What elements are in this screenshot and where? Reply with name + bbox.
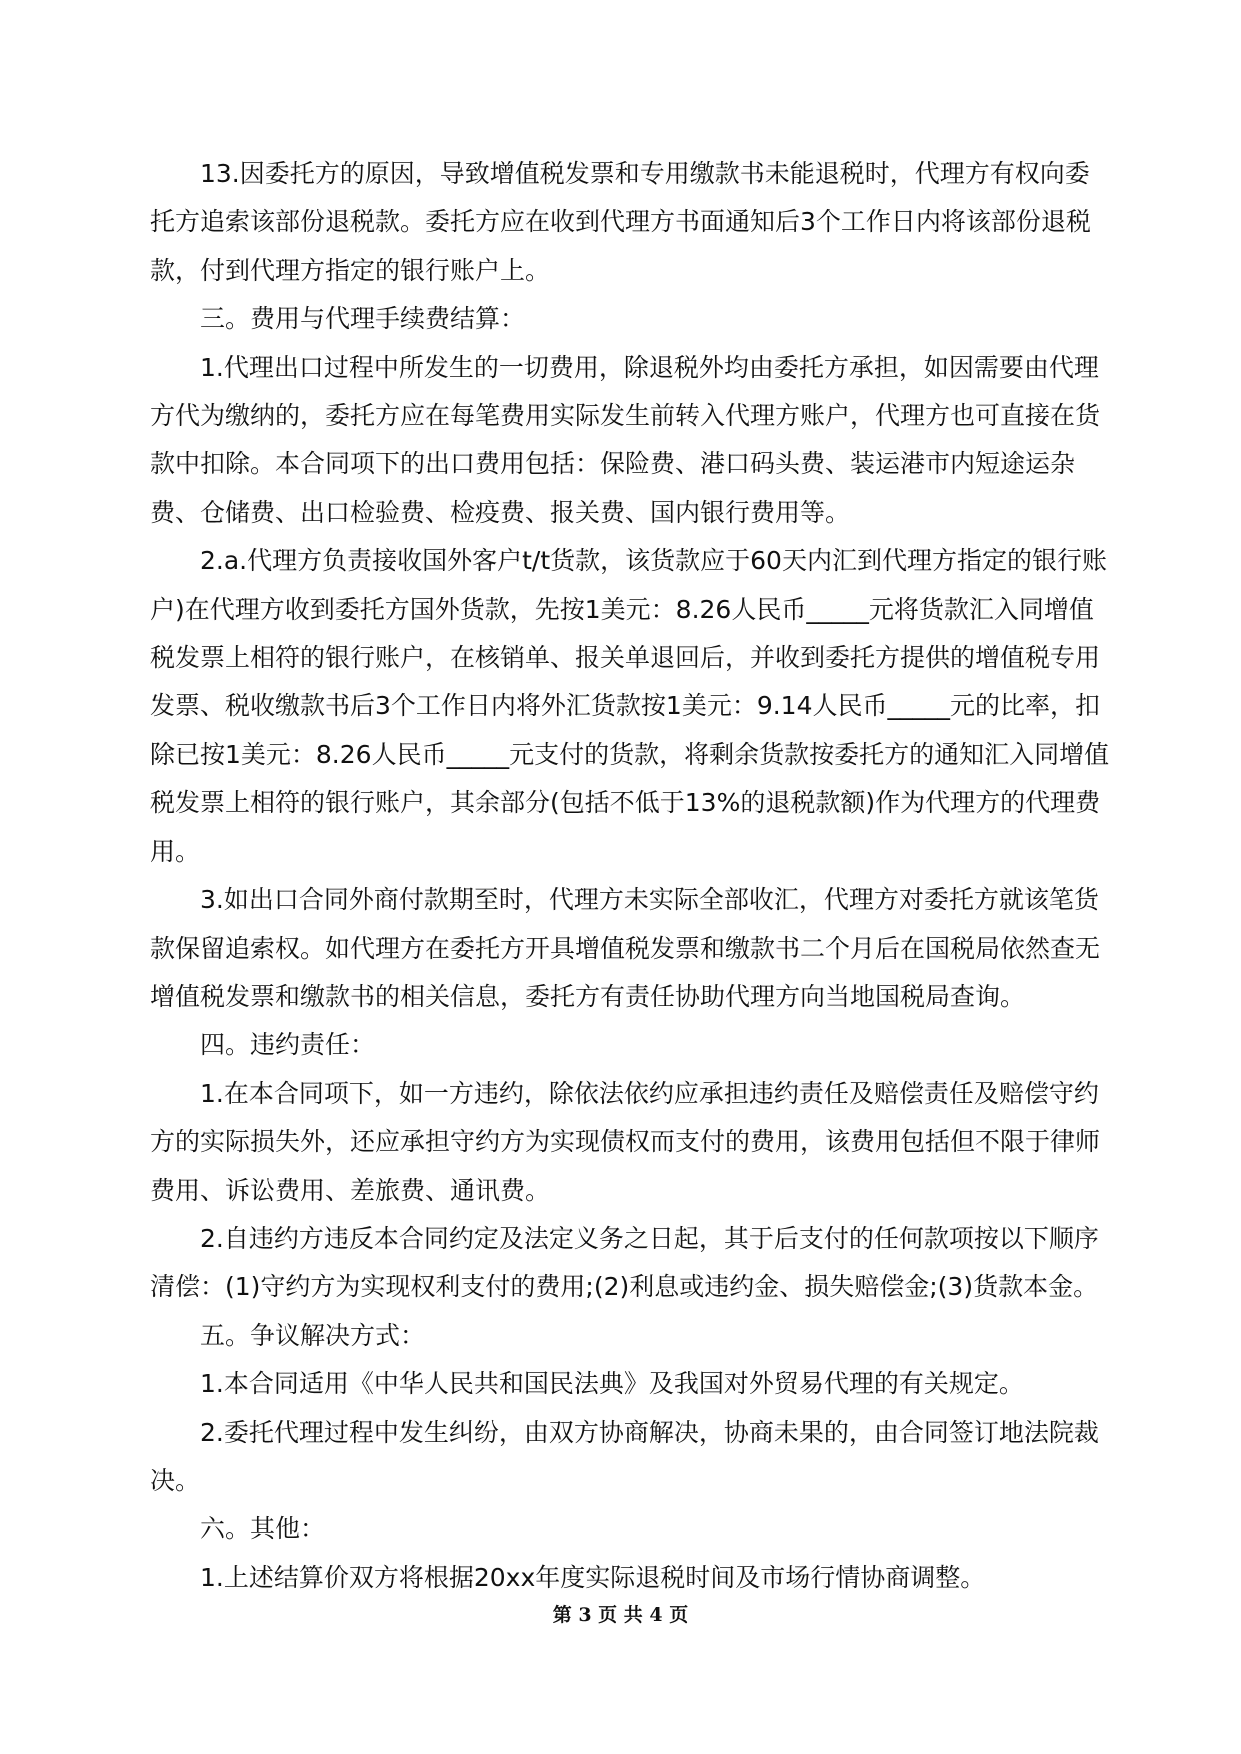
paragraph-fees-3: 3.如出口合同外商付款期至时，代理方未实际全部收汇，代理方对委托方就该笔货款保留追索权。如代理方在委托方开具增值税发票和缴款书二个月后在国税局依然查无增值税发票和缴款书的相关信息，委托方有责任协助代理方向当地国税局查询。 xyxy=(150,885,1101,1011)
section-heading-fees: 三。费用与代理手续费结算： xyxy=(150,304,526,334)
page-footer xyxy=(0,1600,1241,1627)
paragraph-dispute-2: 2.委托代理过程中发生纠纷，由双方协商解决，协商未果的，由合同签订地法院裁决。 xyxy=(150,1417,1099,1495)
paragraph-dispute-1: 1.本合同适用《中华人民共和国民法典》及我国对外贸易代理的有关规定。 xyxy=(150,1369,1024,1399)
document-body xyxy=(150,150,1110,1602)
page-number-label: 第 3 页 共 4 页 xyxy=(552,1604,689,1626)
paragraph-fees-1: 1.代理出口过程中所发生的一切费用，除退税外均由委托方承担，如因需要由代理方代为缴纳的，委托方应在每笔费用实际发生前转入代理方账户，代理方也可直接在货款中扣除。本合同项下的出口费用包括：保险费、港口码头费、装运港市内短途运杂费、仓储费、出口检验费、检疫费、报关费、国内银行费用等。 xyxy=(150,352,1101,527)
section-heading-other: 六。其他： xyxy=(150,1514,326,1544)
paragraph-other-1: 1.上述结算价双方将根据20xx年度实际退税时间及市场行情协商调整。 xyxy=(150,1562,986,1592)
section-heading-liability: 四。违约责任： xyxy=(150,1030,376,1060)
section-heading-dispute: 五。争议解决方式： xyxy=(150,1320,426,1350)
paragraph-liability-1: 1.在本合同项下，如一方违约，除依法依约应承担违约责任及赔偿责任及赔偿守约方的实际损失外，还应承担守约方为实现债权而支付的费用，该费用包括但不限于律师费用、诉讼费用、差旅费、通讯费。 xyxy=(150,1078,1101,1205)
paragraph-fees-2: 2.a.代理方负责接收国外客户t/t货款，该货款应于60天内汇到代理方指定的银行账户)在代理方收到委托方国外货款，先按1美元：8.26人民币_____元将货款汇入同增值税发票上相符的银行账户，在核销单、报关单退回后，并收到委托方提供的增值税专用发票、税收缴款书后3个工作日内将外汇货款按1美元：9.14人民币_____元的比率，扣除已按1美元：8.26人民币_____元支付的货款，将剩余货款按委托方的通知汇入同增值税发票上相符的银行账户，其余部分(包括不低于13%的退税款额)作为代理方的代理费用。 xyxy=(150,546,1110,866)
paragraph-13-tax-refund-recourse: 13.因委托方的原因，导致增值税发票和专用缴款书未能退税时，代理方有权向委托方追索该部份退税款。委托方应在收到代理方书面通知后3个工作日内将该部份退税款，付到代理方指定的银行账户上。 xyxy=(150,159,1091,285)
paragraph-liability-2: 2.自违约方违反本合同约定及法定义务之日起，其于后支付的任何款项按以下顺序清偿：(1)守约方为实现权利支付的费用;(2)利息或违约金、损失赔偿金;(3)货款本金。 xyxy=(150,1223,1099,1302)
